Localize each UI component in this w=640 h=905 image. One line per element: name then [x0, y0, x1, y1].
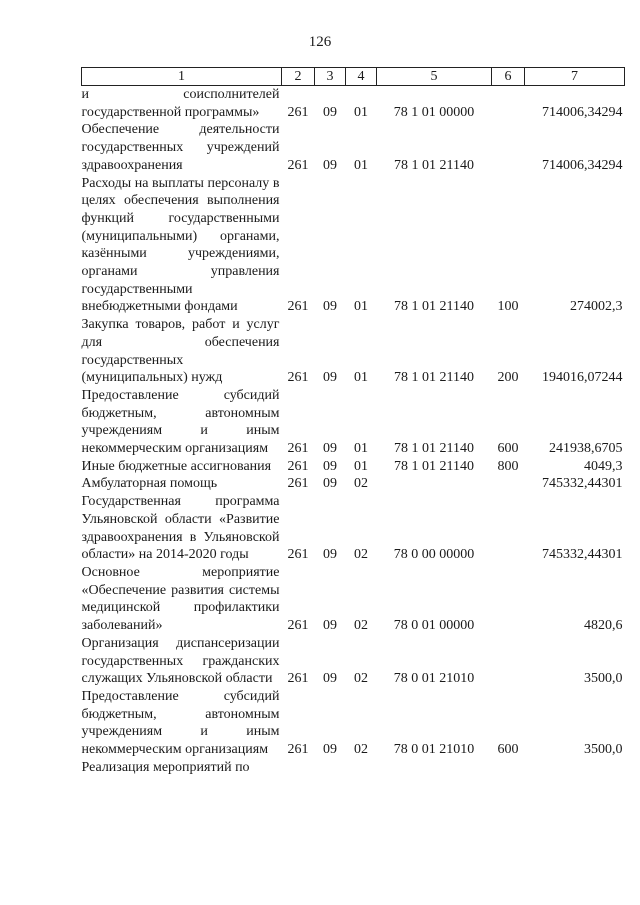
admin-code: 261: [287, 458, 309, 474]
column-header: 7: [525, 68, 625, 86]
admin-code: 261: [287, 671, 309, 687]
table-row: [82, 635, 625, 688]
subsection-code: 02: [354, 476, 368, 492]
subsection-code: 01: [354, 370, 368, 386]
table-row: [82, 493, 625, 564]
item-name: и соисполнителей государственной программы»: [81, 87, 280, 120]
subsection-code: 02: [354, 671, 368, 687]
table-row: [82, 175, 625, 317]
target-article-code: 78 0 01 21010: [393, 742, 475, 758]
item-name: Основное мероприятие «Обеспечение развития системы медицинской профилактики заболеваний»: [81, 564, 280, 634]
subsection-code: [346, 759, 377, 777]
table-row: [82, 121, 625, 174]
section-code: 09: [323, 104, 337, 120]
table-row: [82, 688, 625, 759]
expense-type-code: [492, 121, 525, 174]
column-header: 5: [377, 68, 492, 86]
column-header: 6: [492, 68, 525, 86]
table-row: [82, 458, 625, 476]
subsection-code: 01: [354, 104, 368, 120]
table-row: [82, 475, 625, 493]
amount: [525, 759, 625, 777]
section-code: [315, 759, 346, 777]
expense-type-code: [492, 493, 525, 564]
target-article-code: [377, 475, 492, 493]
amount: 4049,3: [584, 458, 623, 474]
expense-type-code: 100: [497, 299, 519, 315]
item-name: Расходы на выплаты персоналу в целях обеспечения выполнения функций государственными (муниципальными) органами, казёнными учреждениями, органами управления государственными внебюджетными фондами: [81, 175, 280, 315]
amount: 4820,6: [584, 618, 623, 634]
admin-code: 261: [287, 476, 309, 492]
item-name: Амбулаторная помощь: [81, 476, 218, 492]
amount: 274002,3: [570, 299, 623, 315]
section-code: 09: [323, 547, 337, 563]
table-row: [82, 316, 625, 387]
column-header: 4: [346, 68, 377, 86]
target-article-code: 78 1 01 21140: [394, 458, 474, 474]
target-article-code: 78 1 01 21140: [394, 157, 474, 173]
table-row: [82, 387, 625, 458]
admin-code: 261: [287, 370, 309, 386]
expense-type-code: 600: [497, 441, 519, 457]
item-name: Государственная программа Ульяновской области «Развитие здравоохранения в Ульяновской области» на 2014-2020 годы: [81, 494, 280, 563]
expense-type-code: 600: [497, 742, 519, 758]
target-article-code: 78 1 01 21140: [394, 441, 474, 457]
item-name: Иные бюджетные ассигнования: [81, 458, 272, 474]
section-code: 09: [323, 370, 337, 386]
column-header: 3: [315, 68, 346, 86]
section-code: 09: [323, 458, 337, 474]
amount: 745332,44301: [542, 547, 623, 563]
amount: 3500,0: [584, 742, 623, 758]
section-code: 09: [323, 157, 337, 173]
column-header: 1: [82, 68, 282, 86]
section-code: 09: [323, 671, 337, 687]
expense-type-code: 200: [497, 370, 519, 386]
subsection-code: 01: [354, 157, 368, 173]
admin-code: 261: [287, 547, 309, 563]
target-article-code: [377, 759, 492, 777]
amount: 194016,07244: [542, 370, 623, 386]
column-header: 2: [282, 68, 315, 86]
item-name: Организация диспансеризации государственных гражданских служащих Ульяновской области: [81, 635, 280, 687]
expense-type-code: [492, 475, 525, 493]
subsection-code: 02: [354, 618, 368, 634]
admin-code: 261: [287, 742, 309, 758]
expense-type-code: [492, 564, 525, 635]
target-article-code: 78 1 01 21140: [394, 299, 474, 315]
amount: 714006,34294: [542, 104, 623, 120]
admin-code: [282, 759, 315, 777]
subsection-code: 01: [354, 441, 368, 457]
admin-code: 261: [287, 299, 309, 315]
section-code: 09: [323, 742, 337, 758]
target-article-code: 78 0 00 00000: [393, 547, 475, 563]
page-number: 126: [308, 34, 332, 50]
amount: 3500,0: [584, 671, 623, 687]
target-article-code: 78 1 01 00000: [393, 104, 475, 120]
item-name: Предоставление субсидий бюджетным, автономным учреждениям и иным некоммерческим организациям: [81, 688, 280, 758]
subsection-code: 02: [354, 547, 368, 563]
amount: 714006,34294: [542, 157, 623, 173]
budget-table: [81, 67, 625, 776]
item-name: Обеспечение деятельности государственных учреждений здравоохранения: [81, 122, 280, 173]
table-row: [82, 759, 625, 777]
subsection-code: 02: [354, 742, 368, 758]
section-code: 09: [323, 299, 337, 315]
section-code: 09: [323, 476, 337, 492]
target-article-code: 78 0 01 00000: [393, 618, 475, 634]
admin-code: 261: [287, 441, 309, 457]
target-article-code: 78 0 01 21010: [393, 671, 475, 687]
expense-type-code: [492, 635, 525, 688]
item-name: Реализация мероприятий по: [81, 759, 250, 775]
expense-type-code: [492, 86, 525, 122]
admin-code: 261: [287, 618, 309, 634]
expense-type-code: 800: [497, 458, 519, 474]
section-code: 09: [323, 441, 337, 457]
admin-code: 261: [287, 104, 309, 120]
table-row: [82, 564, 625, 635]
expense-type-code: [492, 759, 525, 777]
section-code: 09: [323, 618, 337, 634]
admin-code: 261: [287, 157, 309, 173]
item-name: Закупка товаров, работ и услуг для обеспечения государственных (муниципальных) нужд: [81, 317, 280, 386]
target-article-code: 78 1 01 21140: [394, 370, 474, 386]
table-header-row: [82, 68, 625, 86]
item-name: Предоставление субсидий бюджетным, автономным учреждениям и иным некоммерческим организациям: [81, 387, 280, 457]
subsection-code: 01: [354, 458, 368, 474]
amount: 745332,44301: [542, 476, 623, 492]
amount: 241938,6705: [549, 441, 623, 457]
subsection-code: 01: [354, 299, 368, 315]
table-row: [82, 86, 625, 122]
